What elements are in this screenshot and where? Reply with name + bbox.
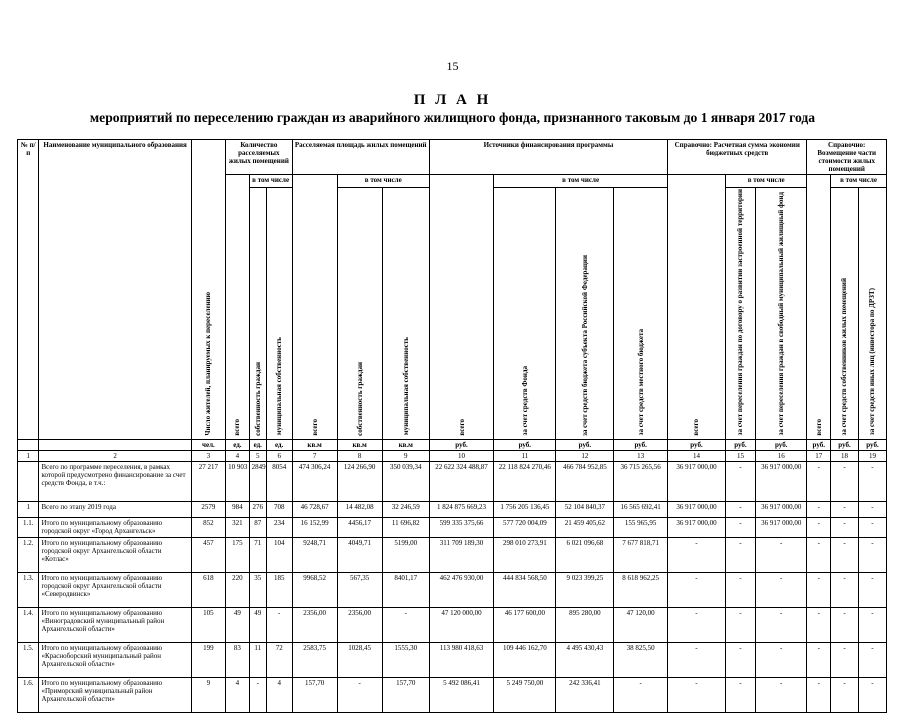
row-value: - bbox=[668, 677, 726, 712]
row-value: 199 bbox=[191, 642, 225, 677]
row-name: Всего по этапу 2019 года bbox=[39, 501, 191, 517]
row-value: - bbox=[807, 642, 831, 677]
header-local-budget: за счет средств местного бюджета bbox=[636, 329, 645, 436]
row-value: - bbox=[858, 607, 886, 642]
row-value: 21 459 405,62 bbox=[556, 517, 614, 537]
header-qty-municipal: муниципальная собственность bbox=[275, 337, 284, 436]
row-value: 104 bbox=[266, 537, 292, 572]
row-value: 577 720 004,09 bbox=[494, 517, 556, 537]
row-value: 32 246,59 bbox=[382, 501, 429, 517]
row-value: - bbox=[831, 517, 859, 537]
row-value: 444 834 568,50 bbox=[494, 572, 556, 607]
unit-cell: руб. bbox=[858, 439, 886, 450]
row-value: - bbox=[858, 501, 886, 517]
header-qty-group: Количество расселяемых жилых помещений bbox=[226, 140, 293, 175]
resettlement-plan-table bbox=[17, 139, 887, 713]
row-name: Итого по муниципальному образованию «Виноградовский муниципальный район Архангельской области» bbox=[39, 607, 191, 642]
row-name: Итого по муниципальному образованию городской округ «Город Архангельск» bbox=[39, 517, 191, 537]
page-number: 15 bbox=[446, 59, 459, 73]
row-value: - bbox=[831, 607, 859, 642]
row-value: 321 bbox=[226, 517, 250, 537]
header-financing-group: Источники финансирования программы bbox=[429, 140, 667, 175]
header-area-citizens: собственность граждан bbox=[355, 361, 364, 436]
row-value: - bbox=[614, 677, 668, 712]
header-econ-total: всего bbox=[692, 418, 701, 436]
row-value: 852 bbox=[191, 517, 225, 537]
header-num: № п/п bbox=[18, 140, 39, 440]
row-value: 276 bbox=[249, 501, 266, 517]
unit-cell: руб. bbox=[755, 439, 807, 450]
row-value: - bbox=[249, 677, 266, 712]
unit-cell: кв.м bbox=[382, 439, 429, 450]
column-number-cell: 6 bbox=[266, 450, 292, 461]
row-value: - bbox=[858, 642, 886, 677]
header-subject-budget: за счет средств бюджета субъекта Российской Федерации bbox=[580, 254, 589, 436]
row-value: - bbox=[725, 517, 755, 537]
unit-cell: руб. bbox=[725, 439, 755, 450]
row-number: 1.4. bbox=[18, 607, 39, 642]
header-econ-incl: в том числе bbox=[725, 175, 807, 188]
column-number-cell: 11 bbox=[494, 450, 556, 461]
header-compensation-group: Справочно: Возмещение части стоимости жилых помещений bbox=[807, 140, 887, 175]
row-value: 49 bbox=[226, 607, 250, 642]
row-name: Итого по муниципальному образованию городской округ Архангельской области «Котлас» bbox=[39, 537, 191, 572]
row-value: 2583,75 bbox=[292, 642, 337, 677]
row-value: 109 446 162,70 bbox=[494, 642, 556, 677]
row-value: - bbox=[831, 572, 859, 607]
row-value: - bbox=[807, 461, 831, 501]
unit-cell: кв.м bbox=[337, 439, 382, 450]
column-number-cell: 7 bbox=[292, 450, 337, 461]
row-value: 220 bbox=[226, 572, 250, 607]
row-value: - bbox=[831, 501, 859, 517]
row-value: - bbox=[807, 537, 831, 572]
row-value: - bbox=[725, 537, 755, 572]
row-value: 22 118 824 270,46 bbox=[494, 461, 556, 501]
row-number: 1.3. bbox=[18, 572, 39, 607]
row-value: 474 306,24 bbox=[292, 461, 337, 501]
unit-cell: руб. bbox=[807, 439, 831, 450]
row-value: - bbox=[858, 517, 886, 537]
header-comp-other: за счет средств иных лиц (инвестора по ДРЗТ) bbox=[868, 288, 877, 436]
column-number-cell: 18 bbox=[831, 450, 859, 461]
row-value: - bbox=[807, 677, 831, 712]
header-economy-group: Справочно: Расчетная сумма экономии бюджетных средств bbox=[668, 140, 807, 175]
header-fin-total: всего bbox=[457, 418, 466, 436]
column-number-cell: 10 bbox=[429, 450, 493, 461]
unit-cell: ед. bbox=[266, 439, 292, 450]
column-number-cell: 5 bbox=[249, 450, 266, 461]
row-value: 124 266,90 bbox=[337, 461, 382, 501]
row-value: 83 bbox=[226, 642, 250, 677]
table-row bbox=[18, 572, 887, 607]
row-value: 105 bbox=[191, 607, 225, 642]
row-value: 46 728,67 bbox=[292, 501, 337, 517]
row-value: 36 917 000,00 bbox=[755, 461, 807, 501]
row-value: - bbox=[831, 461, 859, 501]
row-value: 350 039,34 bbox=[382, 461, 429, 501]
row-value: - bbox=[725, 607, 755, 642]
row-value: 38 825,50 bbox=[614, 642, 668, 677]
row-value: - bbox=[831, 677, 859, 712]
header-qty-citizens: собственность граждан bbox=[253, 361, 262, 436]
row-value: - bbox=[755, 607, 807, 642]
table-row bbox=[18, 517, 887, 537]
unit-cell: кв.м bbox=[292, 439, 337, 450]
row-value: - bbox=[725, 572, 755, 607]
row-value: 47 120 000,00 bbox=[429, 607, 493, 642]
row-value: 113 980 418,63 bbox=[429, 642, 493, 677]
row-value: - bbox=[668, 572, 726, 607]
row-value: - bbox=[755, 537, 807, 572]
row-value: - bbox=[858, 537, 886, 572]
row-value: 47 120,00 bbox=[614, 607, 668, 642]
row-value: 10 903 bbox=[226, 461, 250, 501]
row-value: 4 bbox=[226, 677, 250, 712]
header-comp-total: всего bbox=[814, 418, 823, 436]
row-value: 6 021 096,68 bbox=[556, 537, 614, 572]
header-name: Наименование муниципального образования bbox=[39, 140, 191, 440]
row-value: 2579 bbox=[191, 501, 225, 517]
column-number-cell: 3 bbox=[191, 450, 225, 461]
row-value: - bbox=[725, 501, 755, 517]
header-econ-free: за счет переселения граждан в свободный муниципальный жилищный фонд bbox=[777, 192, 786, 436]
row-value: 36 917 000,00 bbox=[668, 461, 726, 501]
header-econ-contract: за счет переселения граждан по договору о развитии застроенной территории bbox=[736, 189, 745, 436]
row-value: 87 bbox=[249, 517, 266, 537]
row-value: 5 249 750,00 bbox=[494, 677, 556, 712]
row-value: - bbox=[831, 642, 859, 677]
row-value: 618 bbox=[191, 572, 225, 607]
row-value: 2356,00 bbox=[337, 607, 382, 642]
row-value: - bbox=[807, 572, 831, 607]
row-value: - bbox=[266, 607, 292, 642]
row-value: - bbox=[725, 461, 755, 501]
row-value: 185 bbox=[266, 572, 292, 607]
row-value: 72 bbox=[266, 642, 292, 677]
row-value: 1555,30 bbox=[382, 642, 429, 677]
header-area-municipal: муниципальная собственность bbox=[401, 337, 410, 436]
row-value: - bbox=[807, 501, 831, 517]
row-value: - bbox=[755, 642, 807, 677]
unit-cell: ед. bbox=[226, 439, 250, 450]
column-number-cell: 16 bbox=[755, 450, 807, 461]
row-value: 4 495 430,43 bbox=[556, 642, 614, 677]
header-fin-incl: в том числе bbox=[494, 175, 668, 188]
row-value: 27 217 bbox=[191, 461, 225, 501]
row-value: 234 bbox=[266, 517, 292, 537]
row-value: 8 618 962,25 bbox=[614, 572, 668, 607]
row-value: - bbox=[668, 537, 726, 572]
table-body bbox=[18, 461, 887, 712]
row-name: Итого по муниципальному образованию «Приморский муниципальный район Архангельской области» bbox=[39, 677, 191, 712]
table-row bbox=[18, 642, 887, 677]
row-value: 5199,00 bbox=[382, 537, 429, 572]
row-value: 52 104 840,37 bbox=[556, 501, 614, 517]
row-value: 157,70 bbox=[292, 677, 337, 712]
row-value: 46 177 600,00 bbox=[494, 607, 556, 642]
unit-cell: руб. bbox=[429, 439, 493, 450]
row-value: 466 784 952,85 bbox=[556, 461, 614, 501]
row-value: 8401,17 bbox=[382, 572, 429, 607]
row-value: - bbox=[725, 642, 755, 677]
row-value: - bbox=[858, 677, 886, 712]
unit-cell: руб. bbox=[556, 439, 614, 450]
row-value: - bbox=[337, 677, 382, 712]
row-value: - bbox=[755, 677, 807, 712]
row-value: 36 917 000,00 bbox=[755, 501, 807, 517]
unit-cell: ед. bbox=[249, 439, 266, 450]
row-value: 1 756 205 136,45 bbox=[494, 501, 556, 517]
row-value: - bbox=[807, 607, 831, 642]
row-value: 8054 bbox=[266, 461, 292, 501]
row-value: 9968,52 bbox=[292, 572, 337, 607]
row-value: 4049,71 bbox=[337, 537, 382, 572]
row-value: - bbox=[668, 607, 726, 642]
row-value: 36 917 000,00 bbox=[755, 517, 807, 537]
row-value: 311 709 189,30 bbox=[429, 537, 493, 572]
row-name: Итого по муниципальному образованию городской округ Архангельской области «Северодвинск» bbox=[39, 572, 191, 607]
row-value: 175 bbox=[226, 537, 250, 572]
row-value: 36 715 265,56 bbox=[614, 461, 668, 501]
column-number-cell: 4 bbox=[226, 450, 250, 461]
unit-cell: руб. bbox=[668, 439, 726, 450]
header-qty-total: всего bbox=[233, 418, 242, 436]
row-value: 2849 bbox=[249, 461, 266, 501]
table-row bbox=[18, 607, 887, 642]
row-value: 9 023 399,25 bbox=[556, 572, 614, 607]
unit-cell: руб. bbox=[831, 439, 859, 450]
row-value: 5 492 086,41 bbox=[429, 677, 493, 712]
table-row bbox=[18, 677, 887, 712]
table-row bbox=[18, 461, 887, 501]
row-value: 2356,00 bbox=[292, 607, 337, 642]
row-value: 11 696,82 bbox=[382, 517, 429, 537]
row-value: - bbox=[831, 537, 859, 572]
row-value: 599 335 375,66 bbox=[429, 517, 493, 537]
row-name: Всего по программе переселения, в рамках которой предусмотрено финансирование за счет средств Фонда, в т.ч.: bbox=[39, 461, 191, 501]
row-number: 1.6. bbox=[18, 677, 39, 712]
row-value: 4456,17 bbox=[337, 517, 382, 537]
unit-cell: руб. bbox=[494, 439, 556, 450]
row-value: - bbox=[858, 572, 886, 607]
row-value: 984 bbox=[226, 501, 250, 517]
header-area-incl: в том числе bbox=[337, 175, 429, 188]
row-name: Итого по муниципальному образованию «Красноборский муниципальный район Архангельской области» bbox=[39, 642, 191, 677]
row-value: 157,70 bbox=[382, 677, 429, 712]
row-value: 35 bbox=[249, 572, 266, 607]
row-value: 155 965,95 bbox=[614, 517, 668, 537]
row-number: 1.2. bbox=[18, 537, 39, 572]
row-value: 462 476 930,00 bbox=[429, 572, 493, 607]
row-value: 298 010 273,91 bbox=[494, 537, 556, 572]
row-value: - bbox=[382, 607, 429, 642]
row-value: - bbox=[807, 517, 831, 537]
row-value: 71 bbox=[249, 537, 266, 572]
row-value: 22 622 324 488,87 bbox=[429, 461, 493, 501]
header-area-group: Расселяемая площадь жилых помещений bbox=[292, 140, 429, 175]
column-numbers-row bbox=[18, 450, 887, 461]
row-value: - bbox=[755, 572, 807, 607]
header-qty-incl: в том числе bbox=[249, 175, 292, 188]
column-number-cell: 19 bbox=[858, 450, 886, 461]
row-value: 7 677 818,71 bbox=[614, 537, 668, 572]
column-number-cell: 15 bbox=[725, 450, 755, 461]
row-number: 1.5. bbox=[18, 642, 39, 677]
header-comp-incl: в том числе bbox=[831, 175, 887, 188]
header-fund: за счет средств Фонда bbox=[520, 366, 529, 436]
row-value: 16 152,99 bbox=[292, 517, 337, 537]
column-number-cell: 12 bbox=[556, 450, 614, 461]
row-value: 242 336,41 bbox=[556, 677, 614, 712]
row-value: - bbox=[668, 642, 726, 677]
row-value: 36 917 000,00 bbox=[668, 501, 726, 517]
column-number-cell: 8 bbox=[337, 450, 382, 461]
row-number bbox=[18, 461, 39, 501]
row-value: 14 482,08 bbox=[337, 501, 382, 517]
column-number-cell: 17 bbox=[807, 450, 831, 461]
unit-cell: чел. bbox=[191, 439, 225, 450]
row-value: 11 bbox=[249, 642, 266, 677]
column-number-cell: 1 bbox=[18, 450, 39, 461]
column-number-cell: 13 bbox=[614, 450, 668, 461]
row-value: 1028,45 bbox=[337, 642, 382, 677]
row-value: 895 280,00 bbox=[556, 607, 614, 642]
header-area-total: всего bbox=[310, 418, 319, 436]
table-row bbox=[18, 537, 887, 572]
row-value: - bbox=[725, 677, 755, 712]
document-title: П Л А Н bbox=[413, 92, 492, 108]
column-number-cell: 2 bbox=[39, 450, 191, 461]
row-value: 9248,71 bbox=[292, 537, 337, 572]
row-value: 36 917 000,00 bbox=[668, 517, 726, 537]
row-value: 708 bbox=[266, 501, 292, 517]
row-value: 457 bbox=[191, 537, 225, 572]
header-residents: Число жителей, планируемых к переселению bbox=[204, 291, 213, 436]
row-value: 49 bbox=[249, 607, 266, 642]
row-value: 1 824 875 669,23 bbox=[429, 501, 493, 517]
row-value: 9 bbox=[191, 677, 225, 712]
row-number: 1 bbox=[18, 501, 39, 517]
document-subtitle: мероприятий по переселению граждан из аварийного жилищного фонда, признанного таковым до 1 января 2017 года bbox=[89, 110, 816, 125]
row-number: 1.1. bbox=[18, 517, 39, 537]
row-value: - bbox=[858, 461, 886, 501]
unit-cell: руб. bbox=[614, 439, 668, 450]
header-comp-owners: за счет средств собственников жилых помещений bbox=[840, 278, 849, 436]
row-value: 567,35 bbox=[337, 572, 382, 607]
row-value: 4 bbox=[266, 677, 292, 712]
column-number-cell: 14 bbox=[668, 450, 726, 461]
table-row bbox=[18, 501, 887, 517]
column-number-cell: 9 bbox=[382, 450, 429, 461]
row-value: 16 565 692,41 bbox=[614, 501, 668, 517]
